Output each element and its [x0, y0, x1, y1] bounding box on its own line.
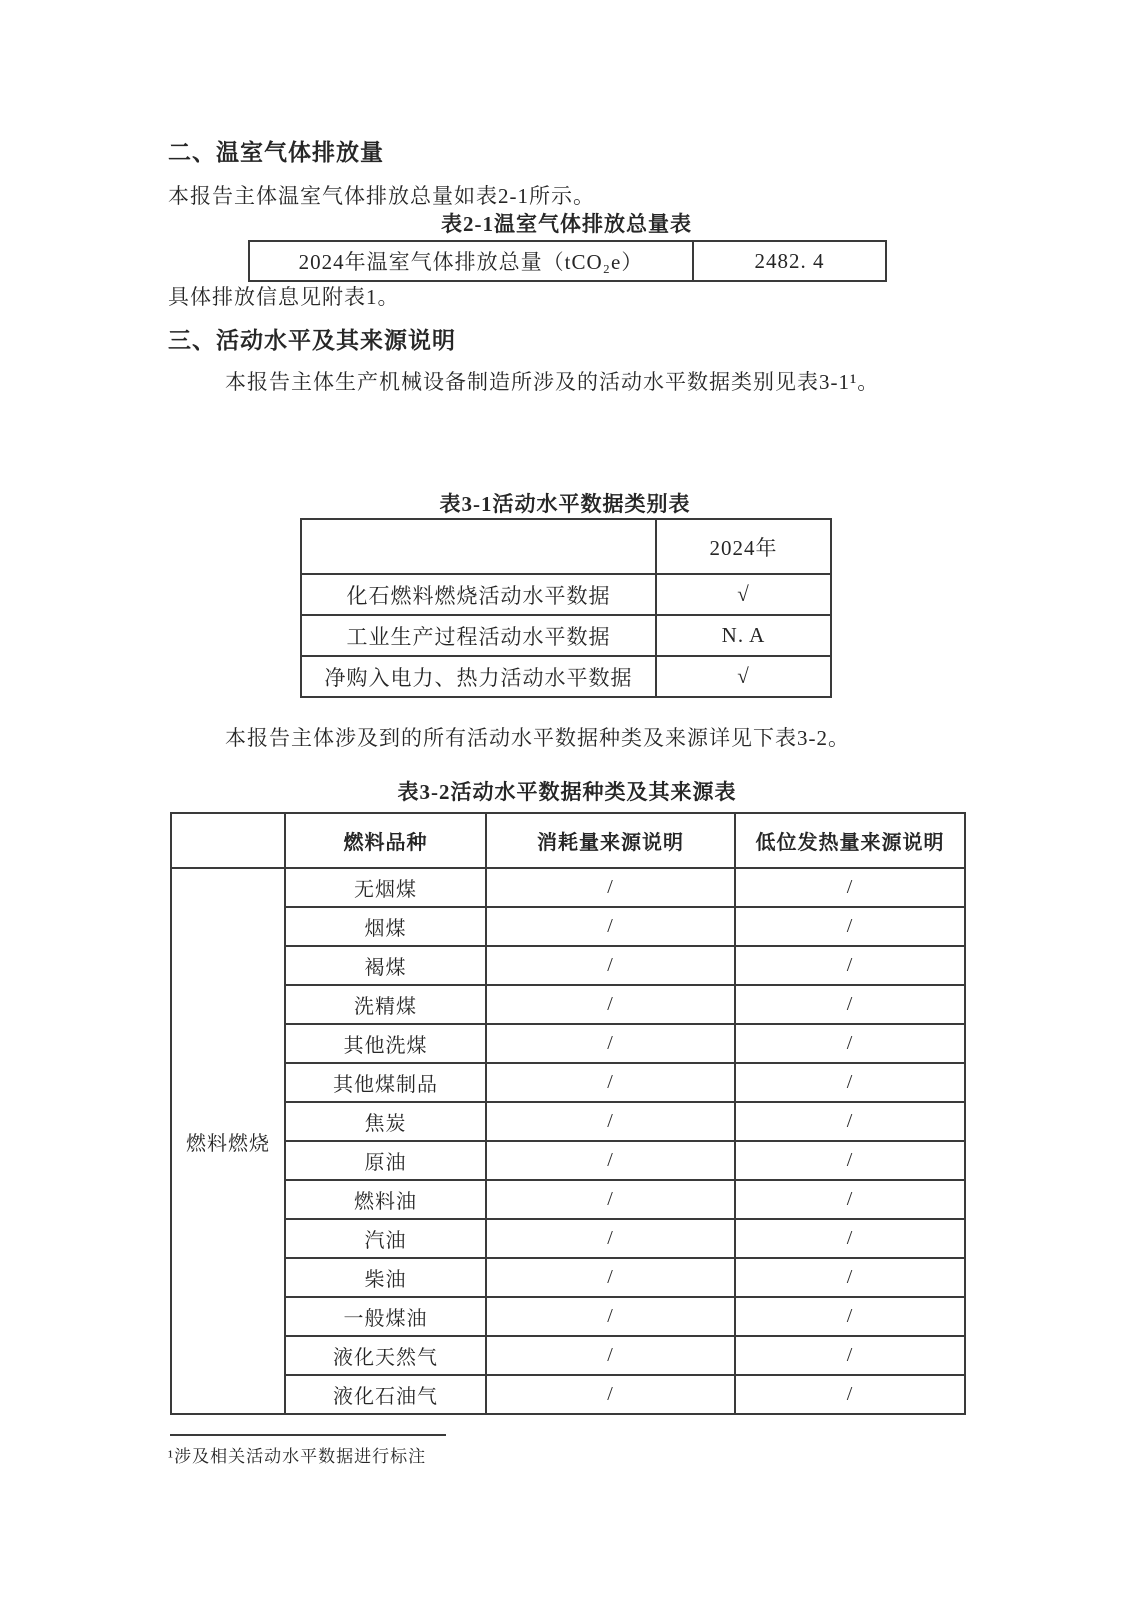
consumption-cell: /: [486, 868, 735, 907]
table-header-row: [301, 519, 831, 574]
heating-value-source-header-cell: 低位发热量来源说明: [735, 813, 965, 868]
heating-value-cell: /: [735, 1024, 965, 1063]
table-row: [171, 1375, 965, 1414]
consumption-cell: /: [486, 1180, 735, 1219]
fuel-name-cell: 一般煤油: [285, 1297, 486, 1336]
table-3-1-caption: 表3-1活动水平数据类别表: [439, 492, 691, 516]
empty-header-cell: [301, 519, 656, 574]
fuel-name-cell: 汽油: [285, 1219, 486, 1258]
fuel-name-cell: 焦炭: [285, 1102, 486, 1141]
total-emission-value-cell: 2482. 4: [693, 241, 886, 281]
table-row: [171, 1024, 965, 1063]
section-2-intro: 本报告主体温室气体排放总量如表2-1所示。: [168, 184, 595, 208]
category-label-cell: 净购入电力、热力活动水平数据: [301, 656, 656, 697]
heating-value-cell: /: [735, 907, 965, 946]
consumption-cell: /: [486, 1141, 735, 1180]
table-3-1: [300, 518, 832, 698]
table-row: [171, 1297, 965, 1336]
consumption-cell: /: [486, 1024, 735, 1063]
table-row: [171, 1336, 965, 1375]
heating-value-cell: /: [735, 1141, 965, 1180]
fuel-name-cell: 无烟煤: [285, 868, 486, 907]
section-3-heading: 三、活动水平及其来源说明: [168, 328, 456, 353]
table-row: [171, 868, 965, 907]
heating-value-cell: /: [735, 1258, 965, 1297]
table-row: [171, 1102, 965, 1141]
consumption-cell: /: [486, 1219, 735, 1258]
empty-header-cell: [171, 813, 285, 868]
section-2-heading: 二、温室气体排放量: [168, 140, 384, 165]
fuel-name-cell: 洗精煤: [285, 985, 486, 1024]
table-row: [171, 1063, 965, 1102]
table-header-row: [171, 813, 965, 868]
fuel-name-cell: 燃料油: [285, 1180, 486, 1219]
fuel-name-cell: 液化天然气: [285, 1336, 486, 1375]
fuel-name-cell: 其他洗煤: [285, 1024, 486, 1063]
heating-value-cell: /: [735, 946, 965, 985]
table-3-2: [170, 812, 966, 1415]
footnote-separator: [170, 1434, 446, 1436]
heating-value-cell: /: [735, 1297, 965, 1336]
heating-value-cell: /: [735, 1375, 965, 1414]
table-row: [249, 241, 886, 281]
category-value-cell: N. A: [656, 615, 831, 656]
table-row: [171, 946, 965, 985]
fuel-name-cell: 原油: [285, 1141, 486, 1180]
heating-value-cell: /: [735, 1063, 965, 1102]
section-3-intro2: 本报告主体涉及到的所有活动水平数据种类及来源详见下表3-2。: [225, 726, 850, 750]
consumption-cell: /: [486, 1336, 735, 1375]
table-row: [301, 615, 831, 656]
table-row: [171, 907, 965, 946]
fuel-name-cell: 液化石油气: [285, 1375, 486, 1414]
fuel-name-cell: 褐煤: [285, 946, 486, 985]
fuel-name-cell: 柴油: [285, 1258, 486, 1297]
table-2-1-caption: 表2-1温室气体排放总量表: [441, 212, 692, 236]
table-row: [171, 985, 965, 1024]
total-emission-label-cell: 2024年温室气体排放总量（tCO₂e）: [249, 241, 693, 281]
consumption-cell: /: [486, 1297, 735, 1336]
heating-value-cell: /: [735, 868, 965, 907]
consumption-cell: /: [486, 1375, 735, 1414]
table-row: [171, 1219, 965, 1258]
table-row: [301, 574, 831, 615]
section-2-note: 具体排放信息见附表1。: [168, 285, 400, 309]
category-label-cell: 化石燃料燃烧活动水平数据: [301, 574, 656, 615]
heating-value-cell: /: [735, 1102, 965, 1141]
heating-value-cell: /: [735, 985, 965, 1024]
year-header-cell: 2024年: [656, 519, 831, 574]
fuel-name-cell: 烟煤: [285, 907, 486, 946]
table-row: [171, 1141, 965, 1180]
table-row: [301, 656, 831, 697]
table-row: [171, 1180, 965, 1219]
category-label-cell: 工业生产过程活动水平数据: [301, 615, 656, 656]
consumption-cell: /: [486, 1258, 735, 1297]
consumption-cell: /: [486, 907, 735, 946]
heating-value-cell: /: [735, 1219, 965, 1258]
fuel-name-cell: 其他煤制品: [285, 1063, 486, 1102]
category-value-cell: √: [656, 656, 831, 697]
section-3-intro: 本报告主体生产机械设备制造所涉及的活动水平数据类别见表3-1¹。: [225, 370, 880, 394]
table-row: [171, 1258, 965, 1297]
consumption-source-header-cell: 消耗量来源说明: [486, 813, 735, 868]
footnote-text: ¹涉及相关活动水平数据进行标注: [168, 1447, 427, 1466]
table-2-1: [248, 240, 887, 282]
table-3-2-caption: 表3-2活动水平数据种类及其来源表: [397, 780, 737, 804]
consumption-cell: /: [486, 985, 735, 1024]
consumption-cell: /: [486, 1063, 735, 1102]
consumption-cell: /: [486, 946, 735, 985]
category-value-cell: √: [656, 574, 831, 615]
fuel-type-header-cell: 燃料品种: [285, 813, 486, 868]
consumption-cell: /: [486, 1102, 735, 1141]
heating-value-cell: /: [735, 1336, 965, 1375]
fuel-combustion-group-cell: 燃料燃烧: [171, 868, 285, 1414]
heating-value-cell: /: [735, 1180, 965, 1219]
